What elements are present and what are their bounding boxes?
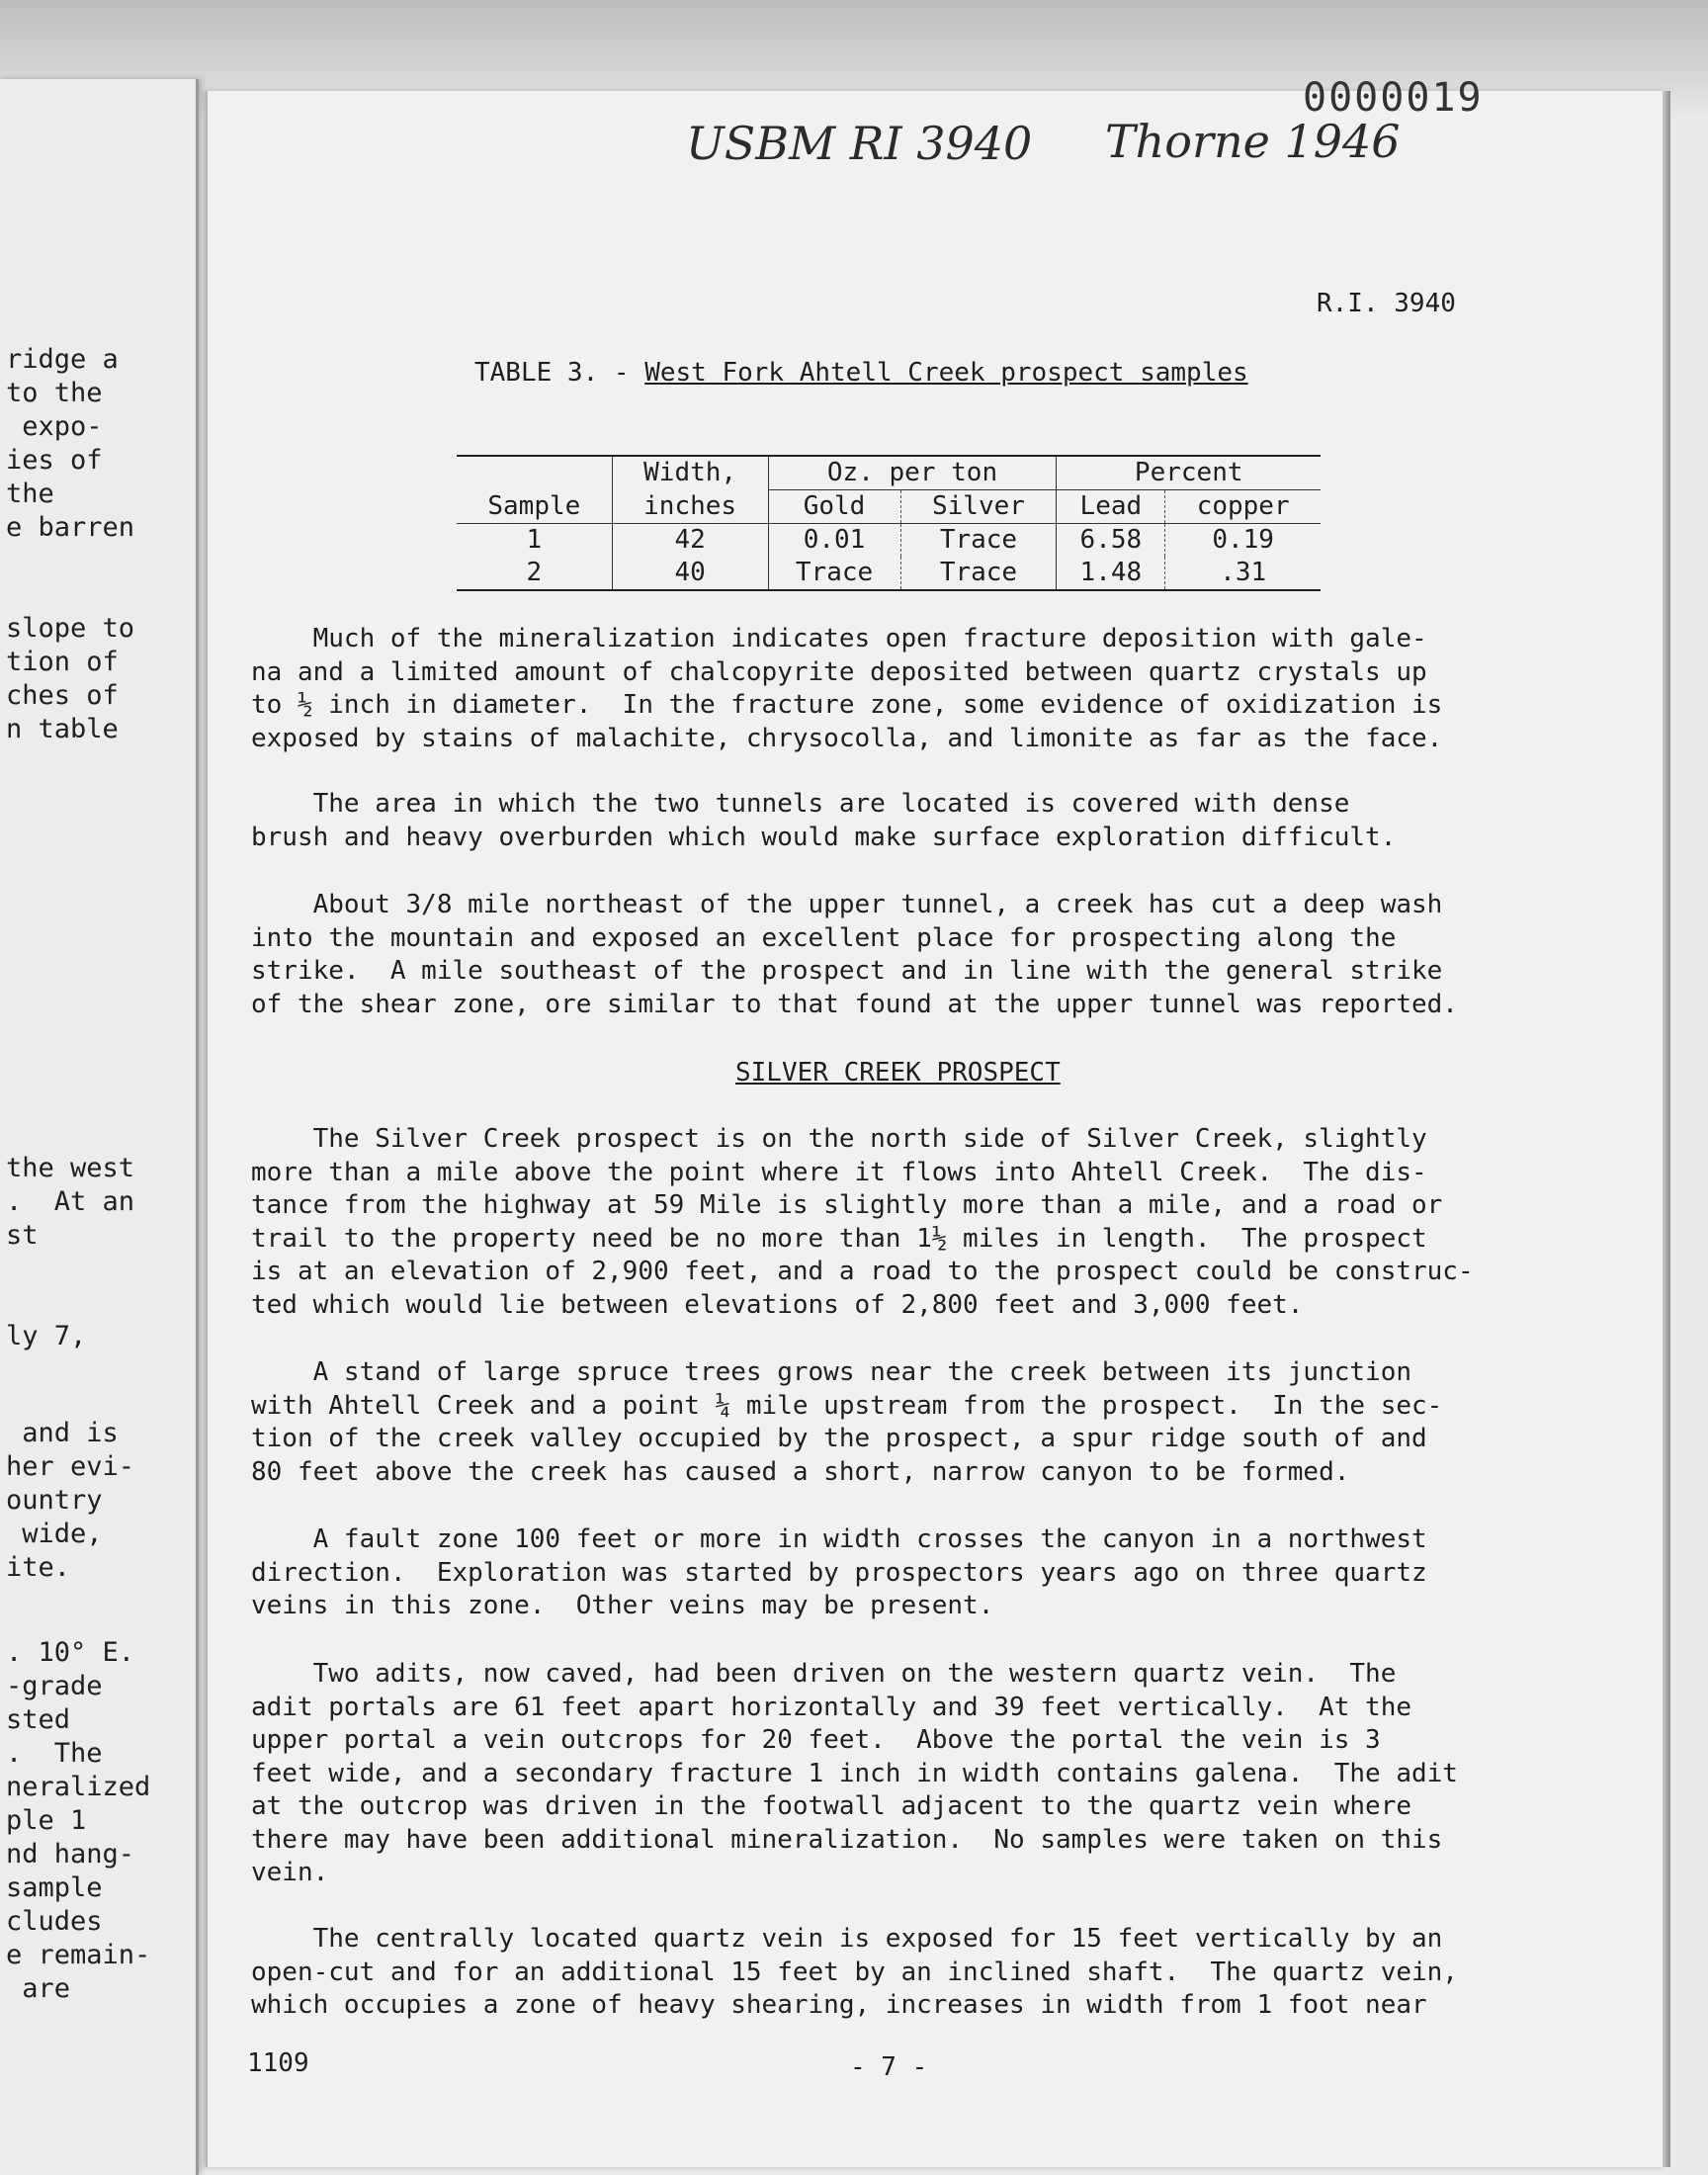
- adjacent-page: [0, 79, 199, 2175]
- table-cell: Trace: [900, 524, 1057, 558]
- adjacent-page-line: sample: [6, 1872, 103, 1903]
- adjacent-page-line: the west: [6, 1153, 135, 1183]
- adjacent-page-line: expo-: [6, 411, 103, 442]
- adjacent-page-line: her evi-: [6, 1451, 135, 1482]
- page-edge: [1663, 91, 1670, 2167]
- table-header-cell: Sample: [457, 490, 612, 524]
- table-header-cell: Width,: [612, 456, 768, 490]
- paragraph-creek-wash: About 3/8 mile northeast of the upper tunnel, a creek has cut a deep wash into the mountain and exposed an excellent place for prospecting along the strike. A mile southeast of the prospect and in line with the general strike of the shear zone, ore similar to that found at the upper tunnel was reported.: [251, 890, 1458, 1019]
- table-header-row: [457, 490, 1321, 524]
- adjacent-page-line: ridge a: [6, 344, 119, 375]
- document-code: 1109: [247, 2048, 309, 2078]
- adjacent-page-line: ly 7,: [6, 1321, 87, 1351]
- samples-table: [457, 455, 1321, 591]
- table-row: [457, 557, 1321, 590]
- adjacent-page-line: to the: [6, 378, 103, 408]
- adjacent-page-line: neralized: [6, 1772, 151, 1802]
- table-header-cell: inches: [612, 490, 768, 524]
- table-header-cell: copper: [1165, 490, 1321, 524]
- adjacent-page-line: -grade: [6, 1671, 103, 1701]
- stamp-number: 0000019: [1303, 75, 1484, 121]
- adjacent-page-line: . The: [6, 1738, 103, 1769]
- table-row: [457, 524, 1321, 558]
- table-label: TABLE 3. -: [474, 358, 645, 388]
- table-cell: Trace: [900, 557, 1057, 590]
- adjacent-page-line: the: [6, 478, 54, 509]
- adjacent-page-line: ches of: [6, 680, 119, 711]
- paragraph-fault-zone: A fault zone 100 feet or more in width crosses the canyon in a northwest direction. Exploration was started by prospectors years ago on three quartz veins in this zone. Other veins may be present.: [251, 1524, 1427, 1620]
- paragraph-mineralization: Much of the mineralization indicates open fracture deposition with gale- na and a limited amount of chalcopyrite deposited between quartz crystals up to ½ inch in diameter. In the fracture zone, some evidence of oxidization is exposed by stains of malachite, chrysocolla, and limonite as far as the face.: [251, 624, 1443, 753]
- table-header-cell: Oz. per ton: [768, 456, 1057, 490]
- table-cell: 2: [526, 558, 543, 587]
- table-cell: Trace: [768, 557, 900, 590]
- paragraph-central-vein: The centrally located quartz vein is exposed for 15 feet vertically by an open-cut and for an additional 15 feet by an inclined shaft. The quartz vein, which occupies a zone of heavy shearing, increases in width from 1 foot near: [251, 1924, 1458, 2020]
- table-header-cell: Percent: [1057, 456, 1321, 490]
- handwritten-report-id: USBM RI 3940: [686, 117, 1033, 170]
- paragraph-adits: Two adits, now caved, had been driven on the western quartz vein. The adit portals are 61 feet apart horizontally and 39 feet vertically. At the upper portal a vein outcrops for 20 feet. Above the portal the vein is 3 feet wide, and a secondary fracture 1 inch in width contains galena. The adit at the outcrop was driven in the footwall adjacent to the quartz vein where there may have been additional mineralization. No samples were taken on this vein.: [251, 1659, 1458, 1887]
- table-cell: 40: [612, 557, 768, 590]
- adjacent-page-line: cludes: [6, 1906, 103, 1937]
- report-number: R.I. 3940: [1317, 289, 1456, 318]
- adjacent-page-line: e barren: [6, 512, 135, 543]
- adjacent-page-line: slope to: [6, 613, 135, 644]
- adjacent-page-line: e remain-: [6, 1940, 151, 1970]
- adjacent-page-line: st: [6, 1220, 39, 1251]
- table-group-header-row: [457, 456, 1321, 490]
- paragraph-spruce-trees: A stand of large spruce trees grows near the creek between its junction with Ahtell Creek and a point ¼ mile upstream from the prospect. In the sec- tion of the creek valley occupied by the prospect, a spur ridge south of and 80 feet above the creek has caused a short, narrow canyon to be formed.: [251, 1357, 1443, 1487]
- adjacent-page-line: are: [6, 1973, 71, 2004]
- table-cell: 0.01: [768, 524, 900, 558]
- adjacent-page-line: tion of: [6, 647, 119, 677]
- table-header-cell: Gold: [768, 490, 900, 524]
- table-cell: 1.48: [1057, 557, 1165, 590]
- adjacent-page-line: . At an: [6, 1186, 135, 1217]
- adjacent-page-line: sted: [6, 1704, 71, 1735]
- adjacent-page-line: and is: [6, 1418, 119, 1448]
- adjacent-page-line: nd hang-: [6, 1839, 135, 1870]
- adjacent-page-line: ountry: [6, 1485, 103, 1516]
- table-header-cell: Silver: [900, 490, 1057, 524]
- table-header-cell: [457, 456, 612, 490]
- adjacent-page-line: ite.: [6, 1552, 71, 1583]
- table-caption: West Fork Ahtell Creek prospect samples: [644, 358, 1248, 388]
- paragraph-silver-creek-location: The Silver Creek prospect is on the north side of Silver Creek, slightly more than a mile above the point where it flows into Ahtell Creek. The dis- tance from the highway at 59 Mile is slightly more than a mile, and a road or trail to the property need be no more than 1½ miles in length. The prospect is at an elevation of 2,900 feet, and a road to the prospect could be construc- ted which would lie between elevations of 2,800 feet and 3,000 feet.: [251, 1124, 1474, 1320]
- table-cell: 42: [612, 524, 768, 558]
- page-number: - 7 -: [850, 2052, 928, 2082]
- adjacent-page-line: . 10° E.: [6, 1637, 135, 1668]
- adjacent-page-line: ies of: [6, 445, 103, 476]
- adjacent-page-line: n table: [6, 714, 119, 744]
- table-cell: .31: [1165, 557, 1321, 590]
- handwritten-author-year: Thorne 1946: [1105, 115, 1401, 168]
- paragraph-tunnel-area: The area in which the two tunnels are located is covered with dense brush and heavy overburden which would make surface exploration difficult.: [251, 789, 1397, 852]
- table-cell: 0.19: [1165, 524, 1321, 558]
- adjacent-page-line: wide,: [6, 1519, 103, 1549]
- table-header-cell: Lead: [1057, 490, 1165, 524]
- table-cell: 6.58: [1057, 524, 1165, 558]
- section-heading: SILVER CREEK PROSPECT: [735, 1058, 1061, 1088]
- adjacent-page-line: ple 1: [6, 1805, 87, 1836]
- table-title: [474, 358, 1248, 388]
- table-cell: 1: [526, 525, 543, 555]
